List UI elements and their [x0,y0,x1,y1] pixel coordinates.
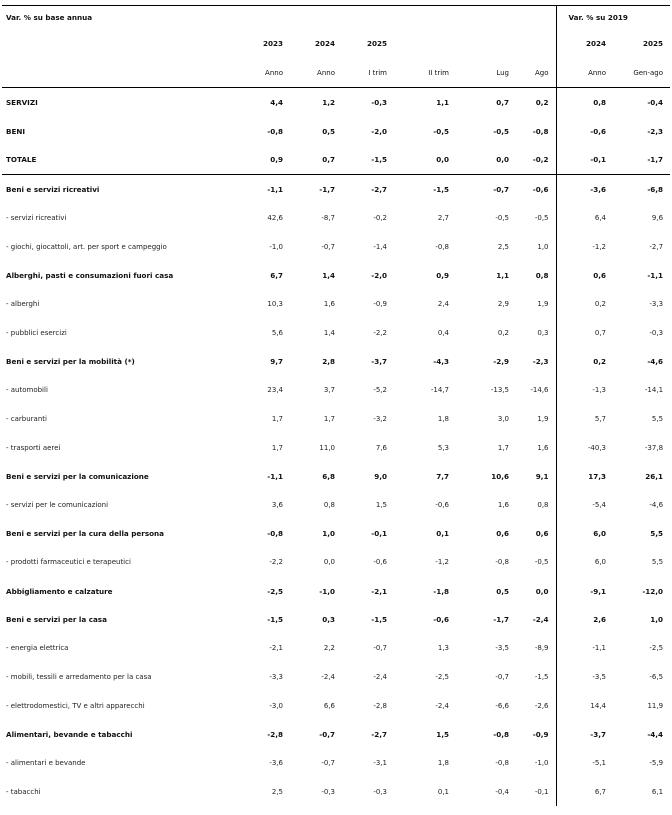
value-cell: 1,0 [537,242,549,251]
value-cell: -2,8 [373,701,387,710]
value-cell: -2,5 [649,644,664,653]
value-cell: 3,7 [323,386,335,395]
value-cell: -0,7 [493,184,509,194]
value-cell: -0,8 [267,126,283,136]
value-cell: -0,4 [495,787,509,796]
value-cell: -0,7 [319,729,335,739]
value-cell: -0,4 [647,97,664,107]
value-cell: -2,2 [373,328,387,337]
header-title-row [2,6,670,29]
value-cell: 6,0 [556,519,613,548]
value-cell: 0,7 [556,319,613,348]
value-cell: 1,1 [496,270,509,280]
value-cell: -1,0 [319,586,335,596]
value-cell: 11,9 [647,701,664,710]
value-cell: 6,7 [556,778,613,807]
value-cell: 0,6 [556,261,613,290]
value-cell: 1,1 [436,97,449,107]
value-cell: 1,7 [271,414,283,423]
value-cell: -0,2 [373,214,387,223]
value-cell: -4,3 [433,357,449,367]
subcategory-row [2,376,670,405]
value-cell: 1,8 [437,414,449,423]
value-cell: 1,8 [437,759,449,768]
value-cell: -0,5 [534,214,549,223]
row-label: - automobili [6,386,48,395]
subcategory-row [2,749,670,778]
value-cell: 3,0 [497,414,509,423]
value-cell: -2,9 [493,357,509,367]
value-cell: -1,2 [556,232,613,261]
value-cell: -1,5 [433,184,449,194]
value-cell: -2,7 [649,242,664,251]
value-cell: -3,1 [373,759,387,768]
value-cell: -0,1 [534,787,549,796]
value-cell: 0,8 [323,500,335,509]
subcategory-row [2,548,670,577]
value-cell: 14,4 [556,691,613,720]
value-cell: -2,5 [435,673,449,682]
row-label: Abbigliamento e calzature [6,586,113,596]
value-cell: 1,6 [497,500,509,509]
value-cell: -0,3 [649,328,664,337]
subcategory-row [2,778,670,807]
value-cell: 5,3 [437,443,449,452]
category-row [2,605,670,634]
period-cell: Anno [556,58,613,88]
value-cell: -0,5 [493,126,509,136]
value-cell: 3,6 [271,500,283,509]
row-label: Beni e servizi per la cura della persona [6,529,165,539]
row-label: - alimentari e bevande [6,759,86,768]
subcategory-row [2,319,670,348]
value-cell: 6,7 [270,270,283,280]
value-cell: 7,7 [436,471,449,481]
category-row [2,175,670,204]
value-cell: 1,2 [322,97,335,107]
period-cell: Lug [456,58,516,88]
year-cell: 2024 [314,38,335,48]
period-cell: II trim [394,58,456,88]
value-cell: 6,1 [651,787,664,796]
value-cell: 5,5 [651,558,664,567]
value-cell: -8,9 [534,644,549,653]
value-cell: 1,7 [497,443,509,452]
value-cell: -5,4 [556,491,613,520]
value-cell: 9,7 [270,357,283,367]
value-cell: -9,1 [556,577,613,606]
period-cell: Anno [290,58,342,88]
row-label: BENI [6,126,26,136]
category-row [2,462,670,491]
value-cell: -0,8 [495,558,509,567]
value-cell: -1,5 [267,615,283,625]
value-cell: 0,7 [496,97,509,107]
value-cell: -2,8 [267,729,283,739]
category-row [2,117,670,146]
value-cell: -2,4 [373,673,387,682]
value-cell: 2,4 [437,300,449,309]
value-cell: 0,2 [497,328,509,337]
row-label: Alimentari, bevande e tabacchi [6,729,133,739]
value-cell: 2,6 [556,605,613,634]
category-row [2,577,670,606]
row-label: - elettrodomestici, TV e altri apparecchi [6,701,145,710]
value-cell: -14,1 [644,386,664,395]
year-cell [516,28,556,58]
value-cell: 17,3 [556,462,613,491]
value-cell: -3,0 [269,701,283,710]
header-years-row [2,28,670,58]
value-cell: 0,6 [496,529,509,539]
year-cell: 2024 [556,28,613,58]
value-cell: -14,7 [430,386,449,395]
value-cell: 4,4 [270,97,283,107]
value-cell: -1,2 [435,558,449,567]
value-cell: 6,4 [556,204,613,233]
value-cell: -3,5 [556,663,613,692]
value-cell: 1,4 [322,270,335,280]
value-cell: -8,7 [321,214,335,223]
category-row [2,261,670,290]
subcategory-row [2,232,670,261]
value-cell: 1,4 [323,328,335,337]
value-cell: -1,7 [613,145,670,174]
value-cell: -0,1 [371,529,387,539]
value-cell: -3,7 [556,720,613,749]
value-cell: -2,3 [532,357,549,367]
value-cell: -0,9 [532,729,549,739]
value-cell: -0,1 [556,145,613,174]
value-cell: -14,6 [530,386,549,395]
row-label: - servizi ricreativi [6,214,67,223]
value-cell: 0,5 [322,126,335,136]
year-cell [394,28,456,58]
value-cell: -1,5 [371,615,387,625]
value-cell: 0,8 [535,270,549,280]
row-label: - tabacchi [6,787,41,796]
value-cell: -0,8 [532,126,549,136]
year-cell: 2025 [643,38,664,48]
subcategory-row [2,491,670,520]
value-cell: 10,6 [491,471,509,481]
value-cell: 0,8 [537,500,549,509]
value-cell: -6,8 [647,184,664,194]
value-cell: -1,5 [342,145,394,174]
right-title: Var. % su 2019 [556,6,670,29]
left-title: Var. % su base annua [2,6,556,29]
value-cell: -4,6 [649,500,664,509]
value-cell: -2,4 [321,673,335,682]
value-cell: 0,2 [556,347,613,376]
value-cell: 0,9 [436,270,449,280]
row-label: - giochi, giocattoli, art. per sport e campeggio [6,242,167,251]
value-cell: 26,1 [645,471,664,481]
value-cell: -3,6 [269,759,283,768]
value-cell: 42,6 [267,214,283,223]
value-cell: -1,1 [647,270,664,280]
value-cell: -0,8 [495,759,509,768]
value-cell: 6,0 [556,548,613,577]
value-cell: -0,7 [495,673,509,682]
row-label: Beni e servizi per la comunicazione [6,471,149,481]
value-cell: 5,6 [271,328,283,337]
category-row [2,145,670,174]
value-cell: -0,3 [371,97,387,107]
value-cell: 0,0 [394,145,456,174]
value-cell: 2,7 [437,214,449,223]
value-cell: -3,5 [495,644,509,653]
value-cell: -2,0 [371,126,387,136]
value-cell: -0,6 [556,117,613,146]
value-cell: -0,8 [493,729,509,739]
value-cell: -3,6 [556,175,613,204]
value-cell: 0,7 [290,145,342,174]
value-cell: -6,5 [649,673,664,682]
value-cell: 1,0 [322,529,335,539]
value-cell: 1,5 [436,729,449,739]
value-cell: -2,7 [371,729,387,739]
value-cell: -3,7 [371,357,387,367]
value-cell: -0,7 [321,242,335,251]
value-cell: -0,5 [433,126,449,136]
row-label: Beni e servizi ricreativi [6,184,100,194]
value-cell: 0,6 [535,529,549,539]
value-cell: 1,5 [375,500,387,509]
subcategory-row [2,433,670,462]
value-cell: 2,8 [322,357,335,367]
row-label: - mobili, tessili e arredamento per la casa [6,673,152,682]
value-cell: -12,0 [642,586,664,596]
value-cell: 2,9 [497,300,509,309]
value-cell: 1,6 [323,300,335,309]
value-cell: 0,2 [556,290,613,319]
value-cell: 0,0 [456,145,516,174]
row-label: Beni e servizi per la mobilità (*) [6,357,135,367]
value-cell: -0,7 [321,759,335,768]
value-cell: -1,0 [269,242,283,251]
value-cell: 1,9 [537,414,549,423]
value-cell: -5,1 [556,749,613,778]
value-cell: 1,0 [650,615,664,625]
category-row [2,347,670,376]
value-cell: 1,7 [271,443,283,452]
value-cell: -0,3 [373,787,387,796]
value-cell: 6,6 [323,701,335,710]
value-cell: -2,3 [647,126,664,136]
value-cell: 1,6 [537,443,549,452]
period-cell: I trim [342,58,394,88]
value-cell: -0,3 [321,787,335,796]
value-cell: -1,5 [534,673,549,682]
value-cell: 0,1 [437,787,449,796]
value-cell: -1,8 [433,586,449,596]
value-cell: -0,6 [373,558,387,567]
period-cell: Gen-ago [613,58,670,88]
value-cell: 11,0 [319,443,335,452]
value-cell: 1,9 [537,300,549,309]
value-cell: -2,6 [534,701,549,710]
year-cell: 2025 [366,38,387,48]
value-cell: -0,6 [532,184,549,194]
value-cell: -0,2 [516,145,556,174]
row-label: Alberghi, pasti e consumazioni fuori casa [6,270,174,280]
value-cell: -0,5 [495,214,509,223]
row-label: SERVIZI [6,97,38,107]
category-row [2,88,670,117]
value-cell: 9,1 [535,471,549,481]
value-cell: -0,6 [435,500,449,509]
value-cell: 7,6 [375,443,387,452]
period-cell: Anno [244,58,290,88]
value-cell: 0,4 [437,328,449,337]
value-cell: -3,3 [269,673,283,682]
table-body [2,6,670,807]
value-cell: -1,0 [534,759,549,768]
value-cell: -2,5 [267,586,283,596]
value-cell: -0,7 [373,644,387,653]
value-cell: 9,0 [374,471,387,481]
value-cell: -5,2 [373,386,387,395]
value-cell: -2,1 [371,586,387,596]
value-cell: 5,5 [651,414,664,423]
value-cell: -0,9 [373,300,387,309]
row-label: - alberghi [6,300,40,309]
period-label-spacer [2,58,244,88]
value-cell: -13,5 [490,386,509,395]
value-cell: -40,3 [556,433,613,462]
value-cell: 2,5 [271,787,283,796]
value-cell: -4,4 [647,729,664,739]
value-cell: 23,4 [267,386,283,395]
subcategory-row [2,663,670,692]
value-cell: -3,2 [373,414,387,423]
subcategory-row [2,691,670,720]
row-label: - trasporti aerei [6,443,61,452]
category-row [2,720,670,749]
row-label: Beni e servizi per la casa [6,615,107,625]
value-cell: 0,9 [244,145,290,174]
value-cell: -2,0 [371,270,387,280]
subcategory-row [2,204,670,233]
value-cell: -1,1 [267,184,283,194]
value-cell: 0,2 [535,97,549,107]
value-cell: -1,4 [373,242,387,251]
year-cell: 2023 [262,38,283,48]
value-cell: 0,8 [556,88,613,117]
value-cell: -2,7 [371,184,387,194]
row-label: - prodotti farmaceutici e terapeutici [6,558,131,567]
price-variation-table [2,5,670,806]
value-cell: 1,7 [323,414,335,423]
value-cell: -0,8 [435,242,449,251]
category-row [2,519,670,548]
value-cell: -37,8 [644,443,664,452]
row-label: TOTALE [2,145,244,174]
value-cell: -2,1 [269,644,283,653]
value-cell: 6,8 [322,471,335,481]
row-label: - pubblici esercizi [6,328,67,337]
value-cell: 2,5 [497,242,509,251]
value-cell: -0,6 [433,615,449,625]
subcategory-row [2,290,670,319]
value-cell: -1,1 [556,634,613,663]
value-cell: -1,7 [493,615,509,625]
value-cell: -3,3 [649,300,664,309]
row-label: - energia elettrica [6,644,69,653]
row-label: - carburanti [6,414,47,423]
value-cell: -6,6 [495,701,509,710]
value-cell: 1,3 [437,644,449,653]
year-label-spacer [2,28,244,58]
value-cell: 2,2 [323,644,335,653]
value-cell: -1,1 [267,471,283,481]
value-cell: 0,1 [436,529,449,539]
value-cell: 0,0 [323,558,335,567]
header-periods-row [2,58,670,88]
year-cell [456,28,516,58]
value-cell: -0,8 [267,529,283,539]
row-label: - servizi per le comunicazioni [6,500,109,509]
value-cell: 5,5 [650,529,664,539]
subcategory-row [2,634,670,663]
value-cell: 5,7 [556,405,613,434]
value-cell: 9,6 [651,214,664,223]
value-cell: 10,3 [267,300,283,309]
subcategory-row [2,405,670,434]
value-cell: 0,3 [537,328,549,337]
value-cell: -1,7 [319,184,335,194]
value-cell: -2,2 [269,558,283,567]
period-cell: Ago [516,58,556,88]
value-cell: 0,0 [535,586,549,596]
value-cell: -2,4 [532,615,549,625]
value-cell: -1,3 [556,376,613,405]
value-cell: -5,9 [649,759,664,768]
value-cell: -0,5 [534,558,549,567]
value-cell: -2,4 [435,701,449,710]
value-cell: -4,6 [647,357,664,367]
value-cell: 0,3 [322,615,335,625]
value-cell: 0,5 [496,586,509,596]
